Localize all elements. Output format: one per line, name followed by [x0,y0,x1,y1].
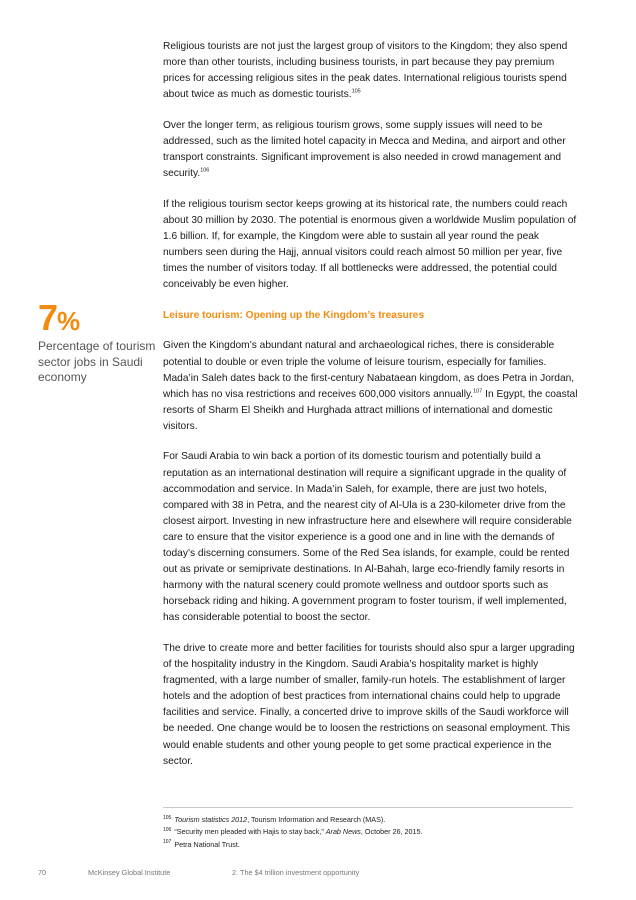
footnote-number: 107 [163,839,172,846]
paragraph-text: In Egypt, the coastal resorts of Sharm El Sheikh and Hurghada attract millions of international and domestic visitors. [163,388,578,432]
footnote-source-title: Tourism statistics 2012 [174,815,248,824]
paragraph-text: Given the Kingdom’s abundant natural and archaeological riches, there is considerable potential to double or even triple the volume of leisure tourism, especially for families. Mada’in Saleh dates back to the first-century Nabataean kingdom, as does Petra in Jordan, which has no visa restrictions and receives 600,000 visitors annually. [163,340,575,400]
stat-value [38,297,158,339]
footnote-text: , Tourism Information and Research (MAS). [247,815,386,824]
paragraph: The drive to create more and better facilities for tourists should also spur a larger upgrading of the hospitality industry in the Kingdom. Saudi Arabia’s hospitality market is highly fragmented, with a large number of smaller, family-run hotels. The establishment of larger hotels and the adoption of best practices from international chains could help to upgrade facilities and service. Finally, a concerted drive to improve skills of the Saudi workforce will be needed. One change would be to loosen the restrictions on seasonal employment. This would enable students and other young people to get some practical experience in the sector. [163,643,575,767]
footnote-ref: 105 [351,88,361,95]
page-number: 70 [38,868,47,877]
footnote-number: 106 [163,827,172,834]
footnote [163,826,573,838]
paragraph [163,118,578,182]
paragraph-text: Over the longer term, as religious tourism grows, some supply issues will need to be addressed, such as the limited hotel capacity in Mecca and Medina, and airport and other transport constraints. Significant improvement is also needed in crowd management and security. [163,119,566,180]
footnote-ref: 107 [473,388,483,395]
stat-unit: % [57,306,80,336]
stat-callout [38,297,158,386]
footnote-text: , October 26, 2015. [360,827,423,837]
paragraph: If the religious tourism sector keeps growing at its historical rate, the numbers could reach about 30 million by 2030. The potential is enormous given a worldwide Muslim population of 1.6 billion. If, for example, the Kingdom were able to sustain all year round the peak numbers seen during the Hajj, annual visitors could reach almost 50 million per year, five times the number of visitors today. If all bottlenecks were addressed, the potential could conceivably be even higher. [163,198,577,291]
footnotes [163,814,573,851]
paragraph: For Saudi Arabia to win back a portion of its domestic tourism and potentially build a reputation as an international destination will require a significant upgrade in the quality of accommodation and service. In Mada’in Saleh, for example, there are just two hotels, compared with 38 in Petra, and the nearest city of Al-Ula is a 230-kilometer drive from the closest airport. Investing in new infrastructure here and elsewhere will require considerable care to ensure that the visitor experience is a good one and in line with the demands of today’s discerning consumers. Some of the Red Sea islands, for example, could be rented out as private or semiprivate destinations. In Al-Bahah, large eco-friendly family resorts in harmony with the natural scenery could promote wellness and outdoor sports such as horseback riding and hiking. A government program to foster tourism, if well implemented, has considerable potential to boost the sector. [163,451,572,624]
stat-caption: Percentage of tourism sector jobs in Saudi economy [38,339,156,384]
stat-number: 7 [38,297,58,338]
body-text [163,39,578,784]
publisher-name: McKinsey Global Institute [88,868,171,877]
paragraph-text: Religious tourists are not just the largest group of visitors to the Kingdom; they also spend more than other tourists, including business tourists, in part because they pay premium prices for accessing religious sites in the peak dates. International religious tourists spend about twice as much as domestic tourists. [163,41,568,101]
footnote-source-title: Arab News [325,827,361,837]
section-heading: Leisure tourism: Opening up the Kingdom’s treasures [163,309,425,321]
footnote [163,839,573,851]
footnote-divider [163,807,573,808]
footnote-text: Petra National Trust. [174,839,240,849]
chapter-title: 2. The $4 trillion investment opportunity [232,868,360,877]
footnote-text: “Security men pleaded with Hajis to stay back,” [174,827,326,837]
footnote [163,814,573,826]
paragraph [163,39,578,103]
paragraph [163,338,578,435]
footnote-number: 105 [163,814,172,821]
footnote-ref: 106 [200,167,210,174]
